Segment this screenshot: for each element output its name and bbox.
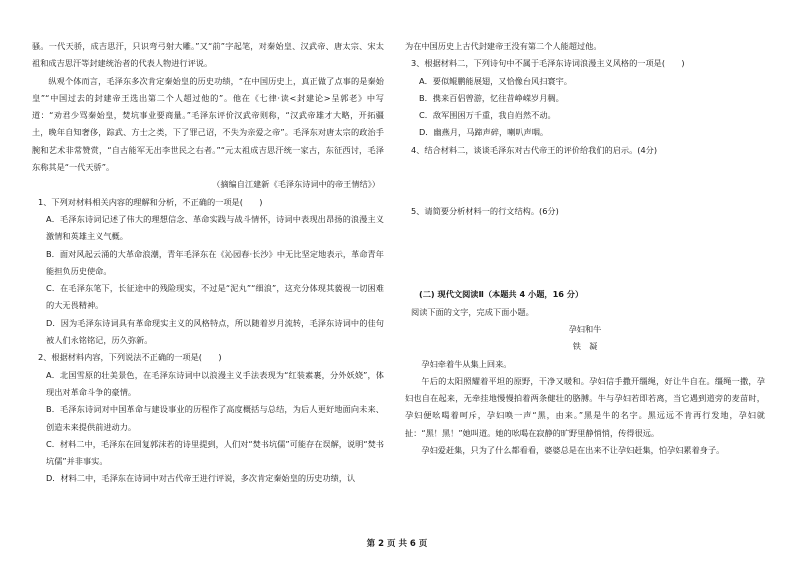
- left-column: [32, 38, 384, 488]
- answer-option: B．携来百侣曾游，忆往昔峥嵘岁月稠。: [419, 92, 564, 103]
- paragraph: 为在中国历史上古代封建帝王没有第二个人能超过他。: [405, 41, 602, 51]
- answer-option: C．材料二中，毛泽东在回复郭沫若的诗里提到，人们对“焚书坑儒”可能存在误解，说明“焚书坑儒”并非事实。: [46, 438, 384, 467]
- answer-option: D．材料二中，毛泽东在诗词中对古代帝王进行评说，多次肯定秦始皇的历史功绩，认: [46, 473, 356, 484]
- paragraph: 午后的太阳照耀着平坦的原野，干净又暖和。孕妇信手撒开缰绳，好让牛自在。缰绳一撒，孕妇也自在起来，无牵挂地慢慢拍着两条健壮的胳膊。牛与孕妇若即若离，当它遇到道旁的麦苗时，孕妇便吆喝着呵斥，孕妇唤一声“黑，由来。”黑是牛的名字。黑远远不肯再行发地，孕妇就扯：“黑！黑！”她叫道。她的吆喝在寂静的旷野里静悄悄，传得很远。: [405, 375, 765, 438]
- answer-option: D．因为毛泽东诗词具有革命现实主义的风格特点，所以随着岁月流转，毛泽东诗词中的佳句被人们永铭铭记，历久弥新。: [46, 317, 384, 346]
- answer-option: D．幽燕月，马蹄声碎，喇叭声咽。: [419, 127, 549, 138]
- answer-option: B．毛泽东诗词对中国革命与建设事业的历程作了高度概括与总结，为后人更好地面向未来、创造未来提供前进动力。: [46, 404, 384, 432]
- answer-option: A．要似鲲鹏能展翅，又恰像台风扫寰宇。: [419, 75, 572, 86]
- question-text: 1、下列对材料相关内容的理解和分析，不正确的一项是( ): [38, 196, 263, 207]
- answer-option: A．毛泽东诗词记述了伟大的理想信念、革命实践与战斗情怀，诗词中表现出昂扬的浪漫主义激情和英雄主义气概。: [46, 213, 384, 242]
- source-citation: （摘编自江建新《毛泽东诗词中的帝王情结》）: [212, 179, 380, 190]
- answer-space: [405, 220, 765, 286]
- answer-option: C．在毛泽东笔下，长征途中的残险现实，不过是“泥丸”“细浪”，这充分体现其藐视一切困难的大无畏精神。: [46, 283, 384, 311]
- question-text: 5、请简要分析材料一的行文结构。(6分): [411, 206, 559, 217]
- question-text: 阅读下面的文字，完成下面小题。: [411, 306, 534, 317]
- question-text: 3、根据材料二，下列诗句中不属于毛泽东诗词浪漫主义风格的一项是( ): [411, 58, 685, 69]
- answer-option: B．面对风起云涌的大革命浪潮，青年毛泽东在《沁园春·长沙》中无比坚定地表示，革命青年能担负历史使命。: [46, 248, 384, 276]
- centered-heading: 铁 凝: [572, 341, 598, 352]
- paragraph: 纵观个体而言，毛泽东多次肯定秦始皇的历史功绩，“在中国历史上，真正做了点事的是秦始皇”“中国过去的封建帝王选出第二个人超过他的”。他在《七律·读<封建论>呈郭老》中写道：“劝君少骂秦始皇，焚坑事业要商量。”毛泽东评价汉武帝则称，“汉武帝雄才大略，开拓疆土，晚年自知奢侈，踪武、方士之类，下了罪己诏，不失为亲爱之帝”。毛泽东对唐太宗的政治手腕和艺术非常赞赏，“自古能军无出李世民之右者。”“元太祖成吉思汗统一家古，东征西讨，毛泽东称其是“一代天骄”。: [32, 75, 384, 173]
- centered-heading: 孕妇和牛: [568, 323, 602, 334]
- section-heading: (二) 现代文阅读Ⅱ（本题共 4 小题，16 分）: [419, 289, 584, 300]
- answer-option: C．敌军围困万千重，我自岿然不动。: [419, 110, 556, 121]
- question-text: 4、结合材料二，谈谈毛泽东对古代帝王的评价给我们的启示。(4分): [411, 144, 658, 155]
- page-footer: 第 2 页 共 6 页: [366, 539, 428, 549]
- question-text: 2、根据材料内容，下列说法不正确的一项是( ): [38, 352, 222, 363]
- paragraph: 孕妇牵着牛从集上回来。: [421, 358, 512, 369]
- right-column: [405, 38, 765, 459]
- paragraph: 骚。一代天骄，成吉思汗，只识弯弓射大雕。”又“前”字起笔，对秦始皇、汉武帝、唐太宗、宋太祖和成吉思汗等封建统治者的代表人物进行评说。: [32, 41, 384, 69]
- answer-option: A．北国雪原的壮美景色，在毛泽东诗词中以浪漫主义手法表现为“红装素裹，分外妖娆”，体现出对革命斗争的豪情。: [46, 369, 384, 397]
- answer-space: [405, 159, 765, 203]
- paragraph: 孕妇爱赶集，只为了什么都看看，婆婆总是在出来不让孕妇赶集，怕孕妇累着身子。: [421, 445, 725, 456]
